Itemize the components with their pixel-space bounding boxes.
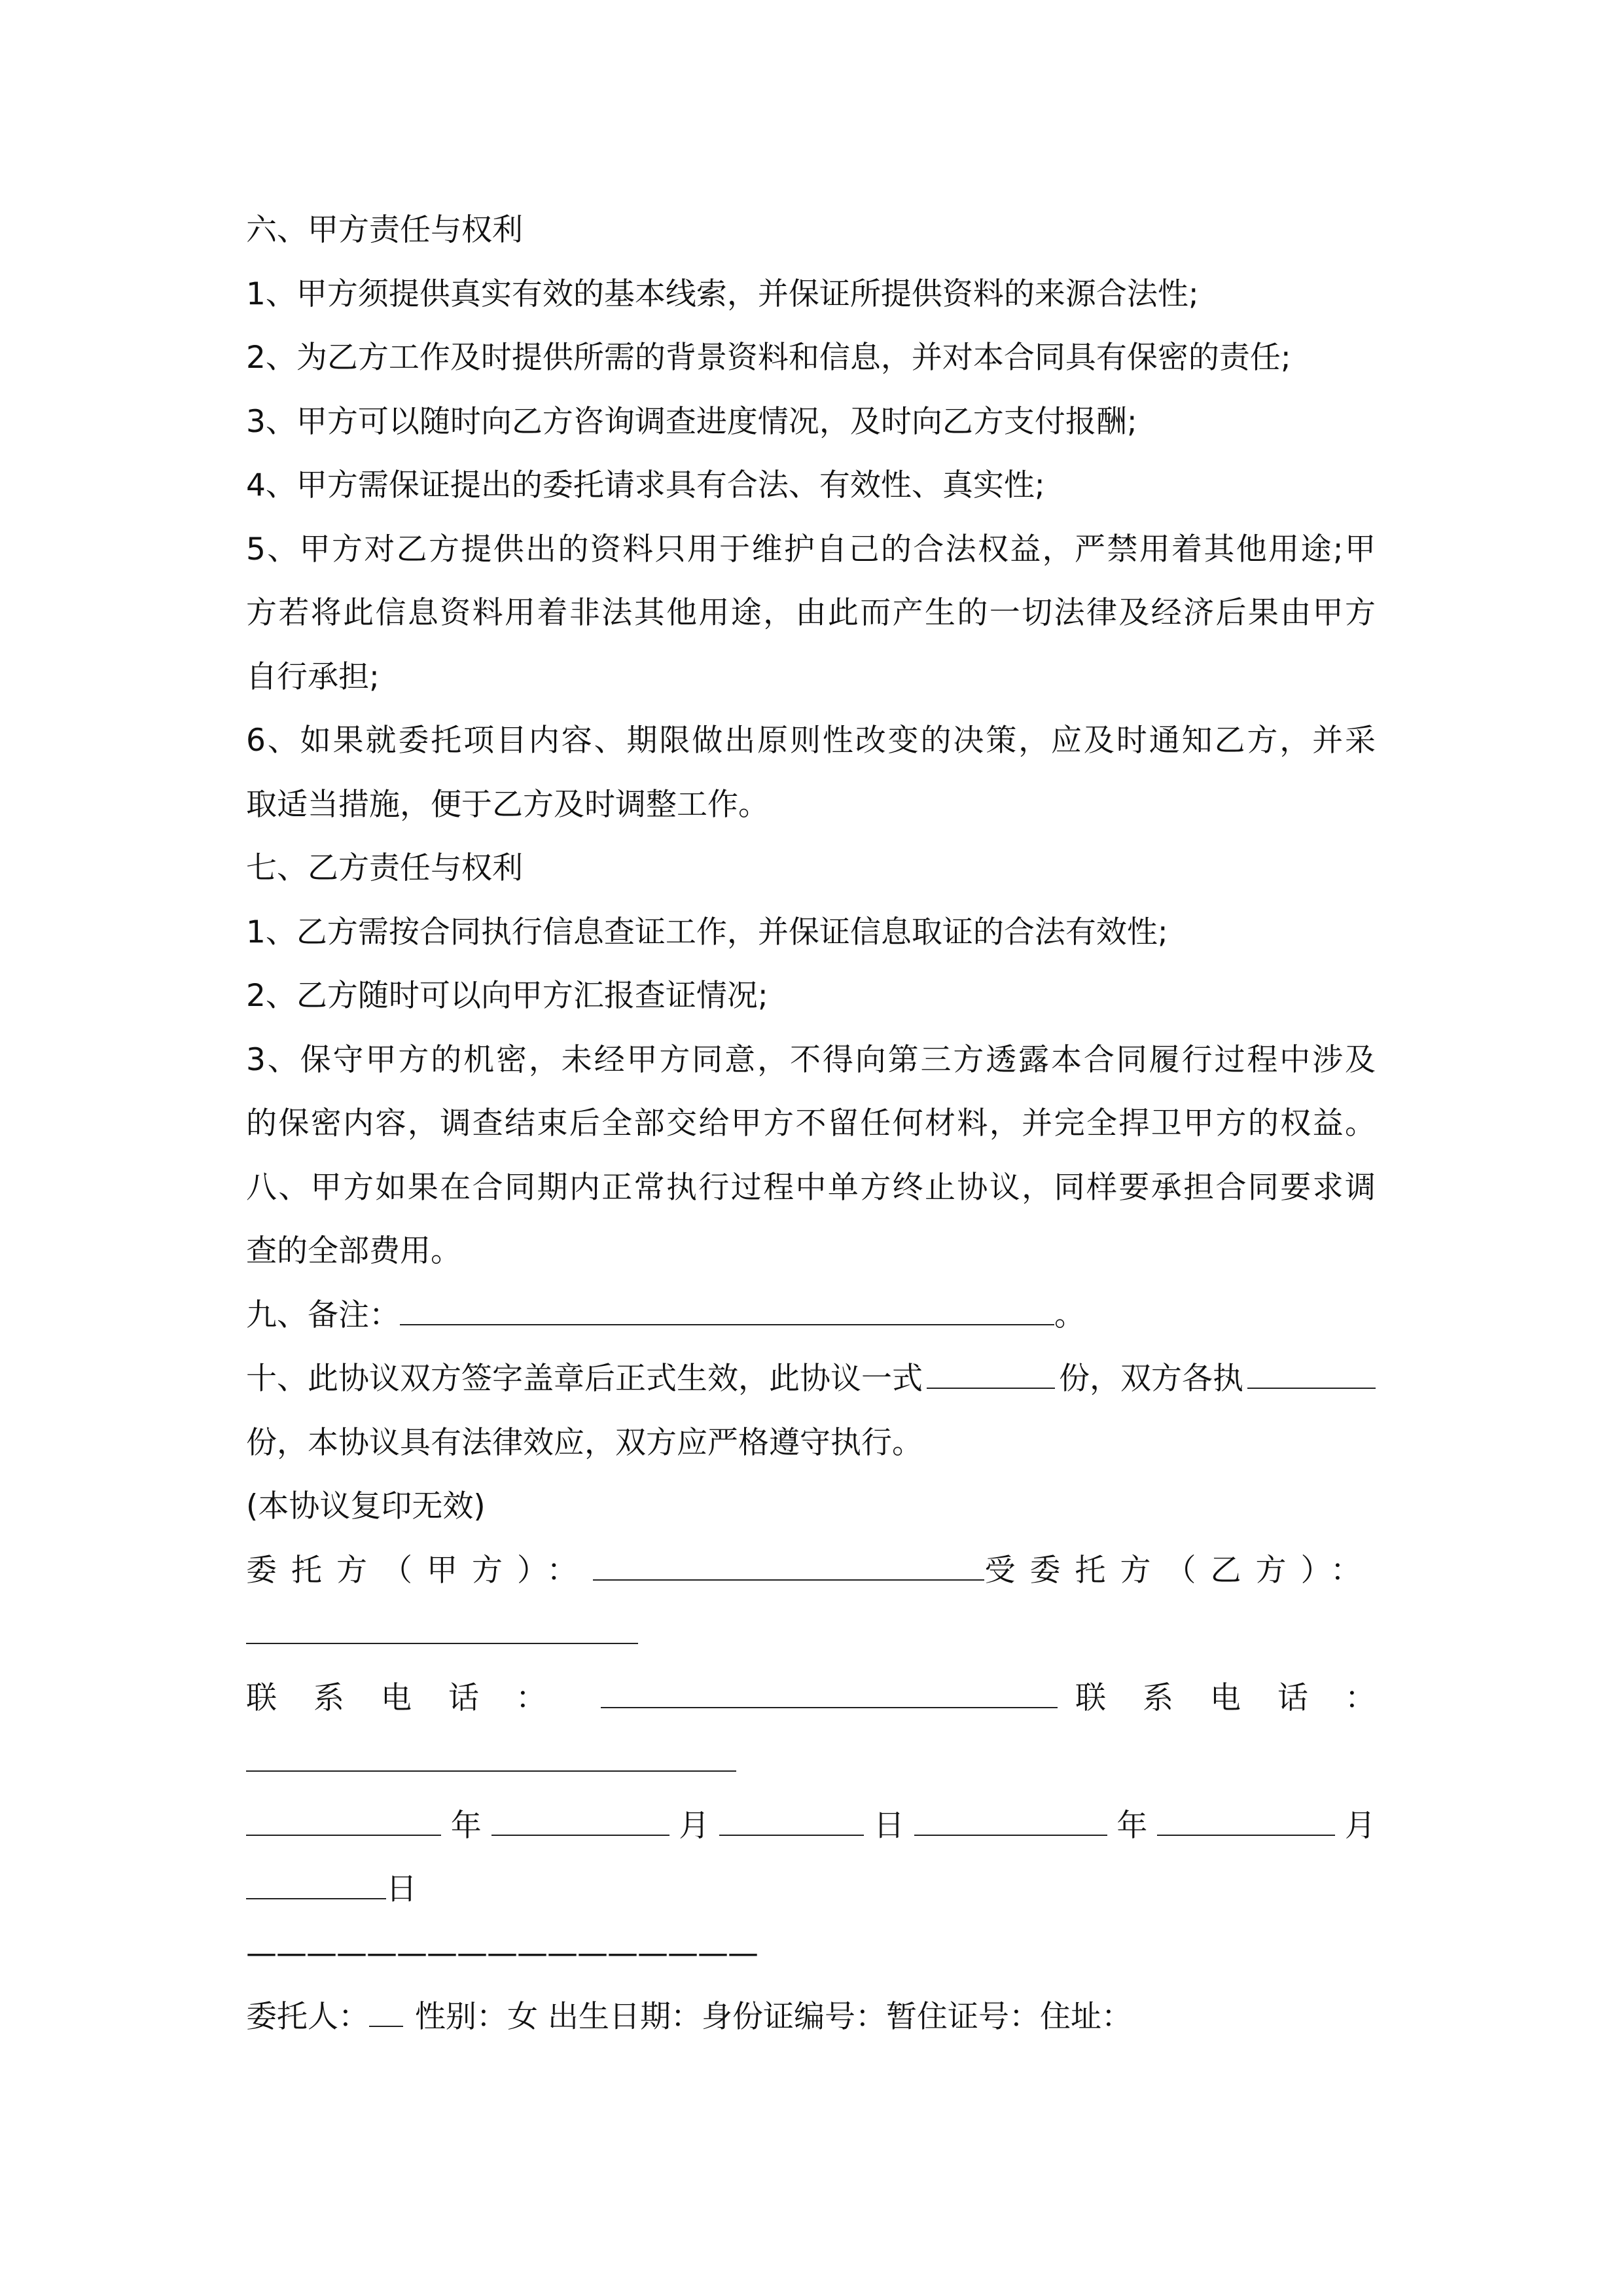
clause-6-5-cont: 方若将此信息资料用着非法其他用途，由此而产生的一切法律及经济后果由甲方 (246, 595, 1376, 631)
copies-total-field[interactable] (927, 1347, 1055, 1389)
clause-7-3: 3、保守甲方的机密，未经甲方同意，不得向第三方透露本合同履行过程中涉及 (246, 1041, 1376, 1078)
month-b-field[interactable] (1157, 1794, 1335, 1836)
clause-7-2: 2、乙方随时可以向甲方汇报查证情况; (246, 978, 768, 1014)
month-label: 月 (679, 1807, 710, 1844)
party-b-label: 受委托方（乙方）： (984, 1552, 1376, 1588)
phone-row (246, 1666, 1412, 1731)
section-8-end: 查的全部费用。 (246, 1233, 461, 1269)
copies-each-field[interactable] (1247, 1347, 1376, 1389)
party-a-label: 委托方（甲方）： (246, 1552, 592, 1588)
clause-7-1: 1、乙方需按合同执行信息查证工作，并保证信息取证的合法有效性; (246, 914, 1168, 950)
phone-a-label: 联系电话： (246, 1679, 583, 1716)
remarks-end: 。 (1054, 1297, 1085, 1333)
year-b-field[interactable] (914, 1794, 1107, 1836)
section-8: 八、甲方如果在合同期内正常执行过程中单方终止协议，同样要承担合同要求调 (246, 1169, 1376, 1206)
day-a-field[interactable] (719, 1794, 864, 1836)
clause-6-2: 2、为乙方工作及时提供所需的背景资料和信息，并对本合同具有保密的责任; (246, 340, 1291, 376)
phone-b-row (246, 1730, 1376, 1794)
client-name-field[interactable] (369, 1985, 403, 2027)
party-b-field[interactable] (246, 1602, 638, 1644)
section-7-title: 七、乙方责任与权利 (246, 850, 523, 886)
remarks-label: 九、备注： (246, 1297, 400, 1333)
day-b-field[interactable] (246, 1857, 386, 1899)
clause-6-6-end: 取适当措施，便于乙方及时调整工作。 (246, 786, 769, 823)
day-label: 日 (873, 1807, 904, 1844)
party-row (246, 1539, 1376, 1603)
clause-6-6: 6、如果就委托项目内容、期限做出原则性改变的决策，应及时通知乙方，并采 (246, 723, 1376, 759)
separator-line: ————————————————— (246, 1935, 758, 1971)
section-9 (246, 1283, 1376, 1348)
phone-a-field[interactable] (601, 1666, 1058, 1708)
client-details-labels: 性别：女 出生日期：身份证编号：暂住证号：住址： (415, 1999, 1132, 2035)
party-b-row (246, 1602, 1376, 1666)
copy-invalid-note: (本协议复印无效) (246, 1488, 486, 1524)
year-a-field[interactable] (246, 1794, 441, 1836)
phone-b-label: 联系电话： (1075, 1679, 1412, 1716)
client-info-row (246, 1985, 1376, 2049)
clause-6-1: 1、甲方须提供真实有效的基本线索，并保证所提供资料的来源合法性; (246, 276, 1199, 312)
clause-6-4: 4、甲方需保证提出的委托请求具有合法、有效性、真实性; (246, 467, 1045, 503)
day-label-b: 日 (386, 1871, 417, 1907)
clause-6-3: 3、甲方可以随时向乙方咨询调查进度情况，及时向乙方支付报酬; (246, 403, 1137, 440)
section-10-text: 十、此协议双方签字盖章后正式生效，此协议一式 (246, 1361, 923, 1397)
year-label-b: 年 (1116, 1807, 1148, 1844)
section-10-text-b: 份，双方各执 (1059, 1361, 1243, 1397)
contract-page (246, 198, 1412, 2049)
remarks-field[interactable] (400, 1283, 1054, 1325)
section-10 (246, 1347, 1376, 1411)
section-6-title: 六、甲方责任与权利 (246, 212, 523, 248)
clause-6-5-end: 自行承担; (246, 658, 380, 695)
year-label: 年 (450, 1807, 482, 1844)
client-label: 委托人： (246, 1999, 369, 2035)
month-label-b: 月 (1344, 1807, 1376, 1844)
day-b-row (246, 1857, 1376, 1922)
phone-b-field[interactable] (246, 1730, 736, 1772)
date-row (246, 1794, 1376, 1858)
clause-7-3-end: 的保密内容，调查结束后全部交给甲方不留任何材料，并完全捍卫甲方的权益。 (246, 1105, 1376, 1141)
party-a-field[interactable] (593, 1539, 984, 1581)
clause-6-5: 5、甲方对乙方提供出的资料只用于维护自己的合法权益，严禁用着其他用途;甲 (246, 531, 1376, 567)
month-a-field[interactable] (491, 1794, 669, 1836)
section-10-end: 份，本协议具有法律效应，双方应严格遵守执行。 (246, 1424, 923, 1461)
